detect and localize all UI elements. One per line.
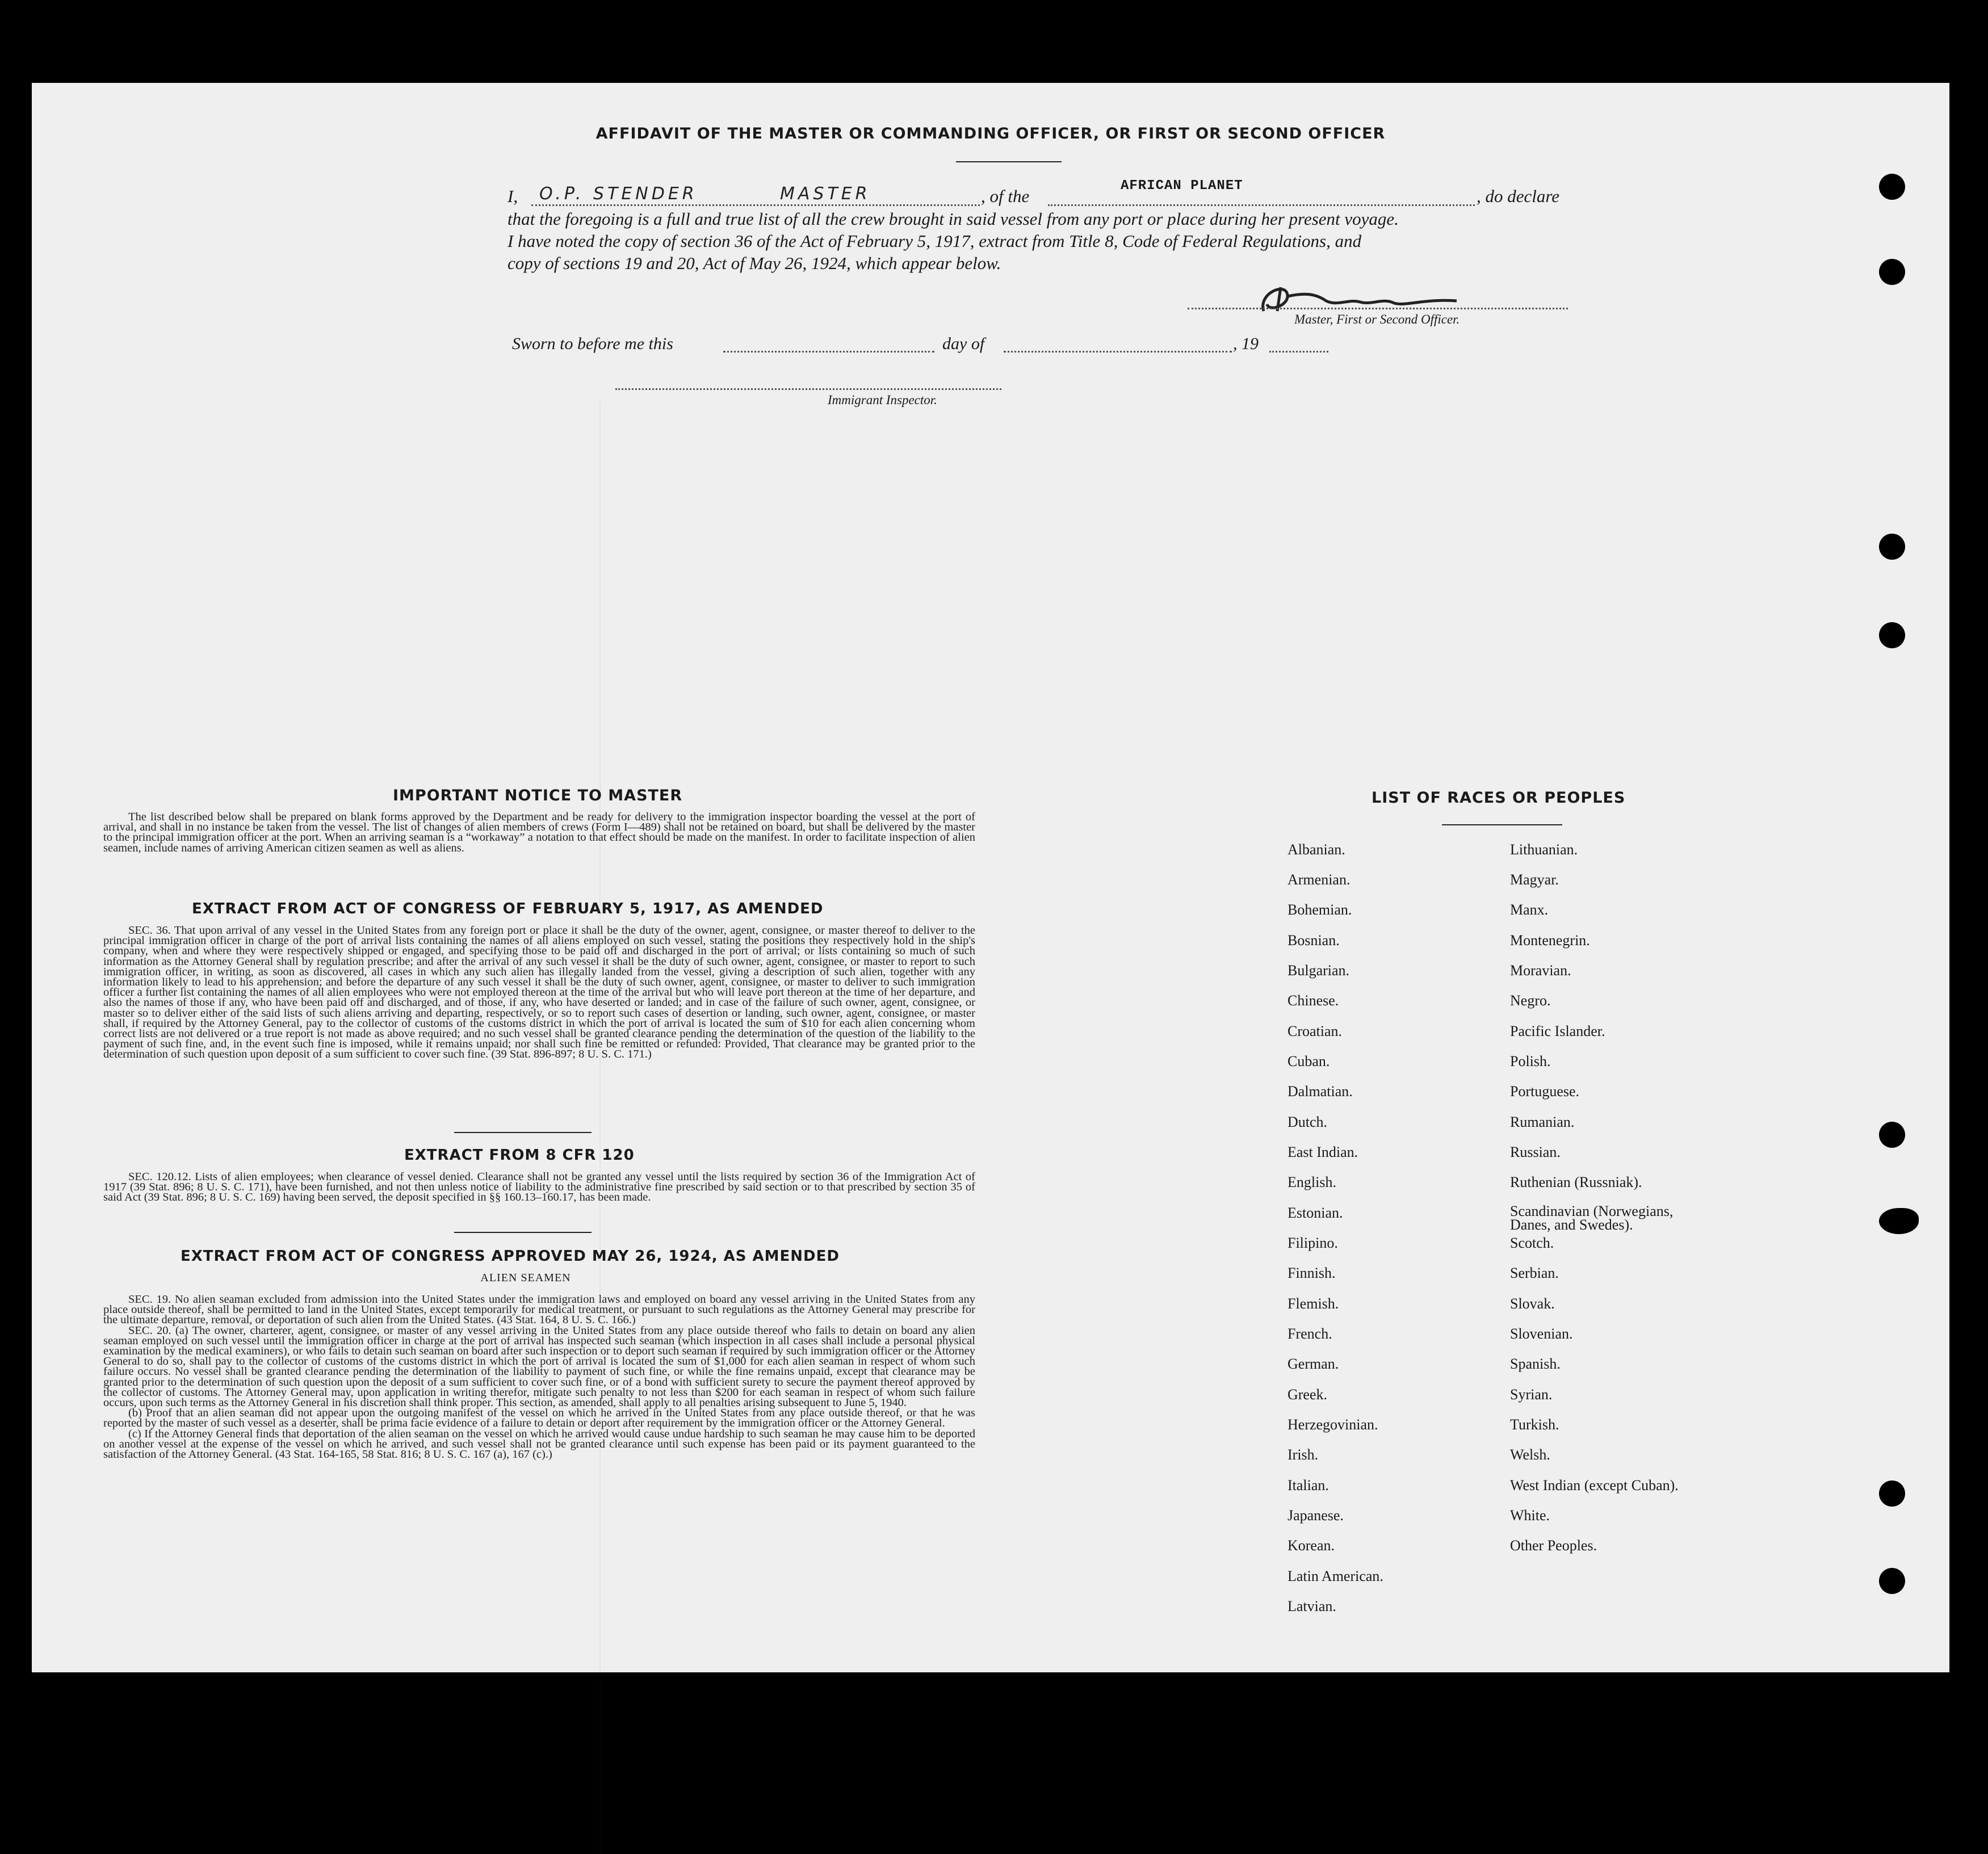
race-item: Filipino. <box>1287 1235 1338 1251</box>
race-item: German. <box>1287 1356 1339 1372</box>
title-rule <box>956 161 1062 162</box>
sec-19-paragraph: SEC. 19. No alien seaman excluded from admission into the United States under the immigration laws and employed on board any vessel arriving in the United States from any place outside thereof, shall be permitted to land in the United States, except temporarily for medical treatment, or pursuant to such regulations as the Attorney General may prescribe for the ultimate departure, removal, or deportation of such alien from the United States. (43 Stat. 164, 8 U. S. C. 166.) <box>103 1294 975 1327</box>
race-item: Dutch. <box>1287 1114 1328 1130</box>
extract-cfr-title: EXTRACT FROM 8 CFR 120 <box>404 1147 635 1164</box>
vessel-name-line <box>1048 204 1475 206</box>
race-item: Turkish. <box>1510 1416 1559 1433</box>
vessel-name-typed: AFRICAN PLANET <box>1121 178 1243 194</box>
race-item: West Indian (except Cuban). <box>1510 1477 1679 1494</box>
races-title: LIST OF RACES OR PEOPLES <box>1372 789 1626 807</box>
race-item: Ruthenian (Russniak). <box>1510 1174 1642 1190</box>
punch-hole <box>1879 1568 1905 1594</box>
sworn-day-line <box>723 351 934 353</box>
race-item: Korean. <box>1287 1537 1335 1554</box>
signature-caption: Master, First or Second Officer. <box>1294 312 1460 326</box>
sec-20c-paragraph: (c) If the Attorney General finds that deportation of the alien seaman on the vessel on which he arrived would cause undue hardship to such seaman he may cause him to be deported on another vessel at the expense of the vessel on which he arrived, and such vessel shall not be granted clearance until such expense has been paid or its payment guaranteed to the satisfaction of the Attorney General. (43 Stat. 164-165, 58 Stat. 816; 8 U. S. C. 167 (a), 167 (c).) <box>103 1427 975 1461</box>
race-item: Italian. <box>1287 1477 1329 1494</box>
races-right-column <box>1510 841 1748 1579</box>
race-item: Manx. <box>1510 901 1549 918</box>
fold-line <box>599 401 601 1854</box>
race-item: Bulgarian. <box>1287 962 1350 979</box>
race-item: Greek. <box>1287 1386 1328 1403</box>
race-item: Polish. <box>1510 1053 1551 1069</box>
notice-body: The list described below shall be prepared on blank forms approved by the Department and be ready for delivery to the immigration inspector boarding the vessel at the port of arrival, and shall in no instance be taken from the vessel. The list of changes of alien members of crews (Form I—489) shall not be retained on board, but shall be delivered by the master to the principal immigration officer at the port. When an arriving seaman is a “workaway” a notation to that effect should be made on the manifest. In order to facilitate inspection of alien seamen, include names of arriving American citizen seamen as well as aliens. <box>103 812 975 854</box>
race-item: Welsh. <box>1510 1446 1550 1463</box>
notice-title: IMPORTANT NOTICE TO MASTER <box>393 787 683 804</box>
race-item: Montenegrin. <box>1510 932 1590 949</box>
race-item: Irish. <box>1287 1446 1319 1463</box>
race-item: Estonian. <box>1287 1205 1343 1221</box>
race-item: Cuban. <box>1287 1053 1330 1069</box>
inspector-line <box>615 388 1001 390</box>
sworn-day-of: day of <box>942 334 985 353</box>
races-left-column <box>1287 841 1492 1614</box>
declaration-i: I, <box>508 186 518 206</box>
extract-cfr-body: SEC. 120.12. Lists of alien employees; when clearance of vessel denied. Clearance shall not be granted any vessel until the lists required by section 36 of the Immigration Act of 1917 (39 Stat. 896; 8 U. S. C. 171), have been furnished, and not then unless notice of liability to the administrative fine prescribed by said section or to that prescribed by section 35 of said Act (39 Stat. 896; 8 U. S. C. 169) having been served, the deposit specified in §§ 160.13–160.17, has been made. <box>103 1172 975 1204</box>
extract-1917-body: SEC. 36. That upon arrival of any vessel in the United States from any foreign port or place it shall be the duty of the owner, agent, consignee, or master thereof to deliver to the principal immigration officer in charge of the port of arrival lists containing the names of all aliens employed on such vessel, stating the positions they respectively hold in the ship's company, when and where they were respectively shipped or engaged, and specifying those to be paid off and discharged in the port of arrival; or lists containing so much of such information as the Attorney General shall by regulation prescribe; and after the arrival of any such vessel it shall be the duty of such owner, agent, consignee, or master to report to such immigration officer, in writing, as soon as discovered, all cases in which any such alien has illegally landed from the vessel, giving a description of such alien, together with any information likely to lead to his apprehension; and before the departure of any such vessel it shall be the duty of such owner, agent, consignee, or master to deliver to such immigration officer a further list containing the names of all alien employees who were not employed thereon at the time of the arrival but who will leave port thereon at the time of her departure, and also the names of those if any, who have been paid off and discharged, and of those, if any, who have deserted or landed; and in case of the failure of such owner, agent, consignee, or master so to deliver either of the said lists of such aliens arriving and departing, respectively, or so to report such cases of desertion or landing, such owner, agent, consignee, or master shall, if required by the Attorney General, pay to the collector of customs of the customs district in which the port of arrival is located the sum of $10 for each alien concerning whom correct lists are not delivered or a true report is not made as above required; and no such vessel shall be granted clearance pending the determination of the question of the liability to the payment of such fine, and, in the event such fine is imposed, while it remains unpaid; nor shall such fine be remitted or refunded: Provided, That clearance may be granted prior to the determination of such question upon deposit of a sum sufficient to cover such fine. (39 Stat. 896-897; 8 U. S. C. 171.) <box>103 925 975 1061</box>
master-name-line <box>531 204 980 206</box>
race-item: Latin American. <box>1287 1568 1383 1584</box>
punch-hole <box>1879 259 1905 285</box>
race-item: Syrian. <box>1510 1386 1553 1403</box>
declaration-of-the: , of the <box>981 186 1030 206</box>
race-item: Bohemian. <box>1287 901 1352 918</box>
race-item: Finnish. <box>1287 1265 1336 1281</box>
extract-1917-title: EXTRACT FROM ACT OF CONGRESS OF FEBRUARY 5, 1917, AS AMENDED <box>192 900 824 917</box>
section-rule-1 <box>454 1132 592 1133</box>
punch-hole <box>1879 1208 1919 1234</box>
race-item: Scotch. <box>1510 1235 1554 1251</box>
extract-1924-body <box>103 1294 975 1542</box>
race-item: East Indian. <box>1287 1144 1358 1160</box>
race-item: Other Peoples. <box>1510 1537 1597 1554</box>
section-rule-2 <box>454 1232 592 1233</box>
declaration-line-2: that the foregoing is a full and true list of all the crew brought in said vessel from any port or place during her present voyage. <box>508 209 1399 229</box>
race-item: Flemish. <box>1287 1295 1339 1312</box>
race-item: Bosnian. <box>1287 932 1340 949</box>
race-item: Lithuanian. <box>1510 841 1578 858</box>
race-item: Spanish. <box>1510 1356 1561 1372</box>
declaration-do-declare: , do declare <box>1477 186 1560 206</box>
race-item: Chinese. <box>1287 992 1339 1009</box>
declaration-line-4: copy of sections 19 and 20, Act of May 26, 1924, which appear below. <box>508 253 1001 273</box>
race-item: Slovenian. <box>1510 1326 1573 1342</box>
race-item: Albanian. <box>1287 841 1345 858</box>
race-item: English. <box>1287 1174 1336 1190</box>
punch-hole <box>1879 174 1905 200</box>
race-item: Serbian. <box>1510 1265 1559 1281</box>
sworn-year-prefix: , 19 <box>1233 334 1259 353</box>
race-item: Pacific Islander. <box>1510 1023 1605 1039</box>
extract-1924-title: EXTRACT FROM ACT OF CONGRESS APPROVED MAY 26, 1924, AS AMENDED <box>181 1248 840 1265</box>
document-page <box>32 83 1949 1672</box>
declaration-line-3: I have noted the copy of section 36 of the Act of February 5, 1917, extract from Title 8, Code of Federal Regulations, and <box>508 231 1362 251</box>
race-item: Moravian. <box>1510 962 1571 979</box>
race-item: Rumanian. <box>1510 1114 1575 1130</box>
race-item: Latvian. <box>1287 1598 1336 1614</box>
master-rank-handwritten: MASTER <box>780 184 871 204</box>
race-item: Dalmatian. <box>1287 1083 1353 1100</box>
sec-20a-paragraph: SEC. 20. (a) The owner, charterer, agent, consignee, or master of any vessel arriving in the United States from any place outside thereof who fails to detain on board any alien seaman employed on such vessel until the immigration officer in charge at the port of arrival has inspected such seaman (which inspection in all cases shall include a personal physical examination by the medical examiners), or who fails to detain such seaman on board after such inspection or to deport such seaman if required by such immigration officer or the Attorney General to do so, shall pay to the collector of customs of the customs district in which the port of arrival is located the sum of $1,000 for each alien seaman in respect of whom such failure occurs. No vessel shall be granted clearance pending the determination of the liability to payment of such fine, or while the fine remains unpaid, except that clearance may be granted prior to the determination of such question upon the deposit of a sum sufficient to cover such fine, or of a bond with sufficient surety to secure the payment thereof approved by the collector of customs. The Attorney General may, upon application in writing therefor, mitigate such penalty to not less than $200 for each seaman in respect of whom such failure occurs, upon such terms as the Attorney General in his discretion shall think proper. This section, as amended, shall apply to all penalties arising subsequent to June 5, 1940. <box>103 1324 975 1410</box>
master-name-handwritten: O.P. STENDER <box>539 184 698 204</box>
race-item: Japanese. <box>1287 1507 1344 1524</box>
signature-line <box>1188 308 1568 309</box>
race-item: Magyar. <box>1510 871 1559 888</box>
punch-hole <box>1879 622 1905 648</box>
inspector-caption: Immigrant Inspector. <box>828 393 937 407</box>
punch-hole <box>1879 534 1905 560</box>
sworn-prefix: Sworn to before me this <box>512 334 673 353</box>
race-item: Herzegovinian. <box>1287 1416 1378 1433</box>
race-item: Slovak. <box>1510 1295 1555 1312</box>
sworn-month-line <box>1004 351 1232 353</box>
sworn-year-line <box>1269 351 1328 353</box>
punch-hole <box>1879 1480 1905 1507</box>
punch-hole <box>1879 1122 1905 1148</box>
race-item: Armenian. <box>1287 871 1351 888</box>
races-title-rule <box>1442 824 1562 825</box>
race-item: Scandinavian (Norwegians, Danes, and Swedes). <box>1510 1203 1674 1233</box>
race-item: Negro. <box>1510 992 1551 1009</box>
race-item: White. <box>1510 1507 1550 1524</box>
affidavit-title: AFFIDAVIT OF THE MASTER OR COMMANDING OFFICER, OR FIRST OR SECOND OFFICER <box>595 125 1386 142</box>
race-item: Russian. <box>1510 1144 1561 1160</box>
sec-20b-paragraph: (b) Proof that an alien seaman did not appear upon the outgoing manifest of the vessel on which he arrived in the United States from any place outside thereof, or that he was reported by the master of such vessel as a deserter, shall be prima facie evidence of a failure to detain or deport after requirement by the immigration officer or the Attorney General. <box>103 1407 975 1430</box>
race-item: Portuguese. <box>1510 1083 1580 1100</box>
race-item: French. <box>1287 1326 1332 1342</box>
race-item: Croatian. <box>1287 1023 1343 1039</box>
extract-1924-subtitle: ALIEN SEAMEN <box>480 1272 571 1284</box>
